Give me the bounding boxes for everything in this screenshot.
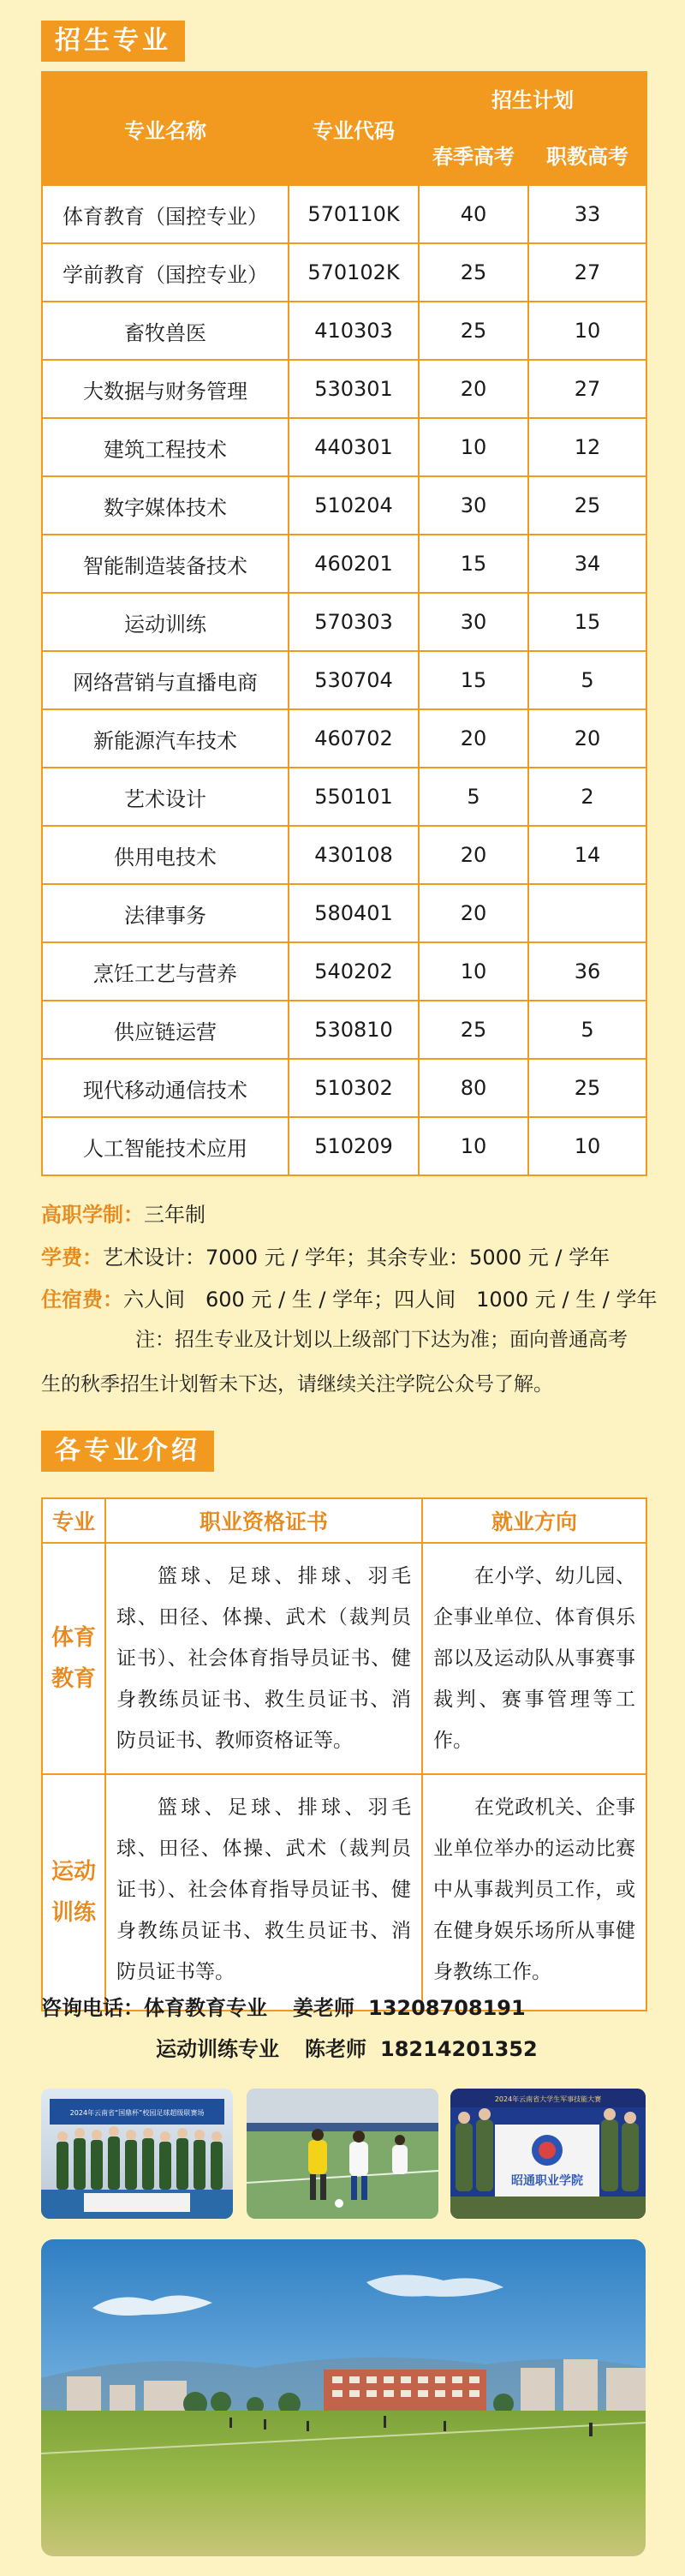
major-name-cell: 学前教育（国控专业） xyxy=(42,243,289,302)
duration-line xyxy=(41,1198,206,1228)
spring-quota-cell: 40 xyxy=(419,185,528,243)
major-name-cell: 数字媒体技术 xyxy=(42,476,289,535)
intro-major: 体育教育 xyxy=(42,1543,105,1774)
major-name-cell: 新能源汽车技术 xyxy=(42,709,289,768)
tuition-label: 学费： xyxy=(41,1246,103,1270)
duration-label: 高职学制： xyxy=(41,1203,144,1227)
plan-row xyxy=(42,942,646,1001)
major-code-cell: 510204 xyxy=(289,476,419,535)
plan-row xyxy=(42,768,646,826)
vocational-quota-cell: 25 xyxy=(528,1059,646,1117)
contact-teacher-2: 陈老师 xyxy=(305,2037,366,2061)
major-code-cell: 530301 xyxy=(289,360,419,418)
intro-certificates: 篮球、足球、排球、羽毛球、田径、体操、武术（裁判员证书）、社会体育指导员证书、健身教练员证书、救生员证书、消防员证书等。 xyxy=(105,1774,422,2011)
photo-banner-text-3: 2024年云南省大学生军事技能大赛 xyxy=(494,2095,602,2103)
major-name-cell: 法律事务 xyxy=(42,884,289,942)
tuition-value: 艺术设计：7000 元 / 学年；其余专业：5000 元 / 学年 xyxy=(103,1246,611,1270)
section-title-major-intro: 各专业介绍 xyxy=(41,1431,214,1472)
spring-quota-cell: 15 xyxy=(419,651,528,709)
team-photo xyxy=(41,2089,233,2219)
plan-row xyxy=(42,302,646,360)
major-name-cell: 运动训练 xyxy=(42,593,289,651)
contact-teacher-1: 姜老师 xyxy=(293,1996,354,2020)
major-code-cell: 410303 xyxy=(289,302,419,360)
spring-quota-cell: 10 xyxy=(419,942,528,1001)
contact-label: 咨询电话： xyxy=(41,1996,144,2020)
vocational-quota-cell: 15 xyxy=(528,593,646,651)
vocational-quota-cell: 10 xyxy=(528,302,646,360)
header-enrollment-plan: 招生计划 xyxy=(419,72,646,123)
major-code-cell: 570303 xyxy=(289,593,419,651)
major-name-cell: 大数据与财务管理 xyxy=(42,360,289,418)
major-name-cell: 供应链运营 xyxy=(42,1001,289,1059)
military-photo xyxy=(450,2089,646,2219)
enrollment-note: 注：招生专业及计划以上级部门下达为准；面向普通高考生的秋季招生计划暂未下达，请继续关注学院公众号了解。 xyxy=(41,1329,628,1396)
spring-quota-cell: 25 xyxy=(419,243,528,302)
section-title-admissions: 招生专业 xyxy=(41,21,185,62)
contact-phone-1[interactable]: 13208708191 xyxy=(368,1996,526,2020)
vocational-quota-cell xyxy=(528,884,646,942)
vocational-quota-cell: 5 xyxy=(528,1001,646,1059)
major-code-cell: 570102K xyxy=(289,243,419,302)
contact-line-2 xyxy=(156,2032,538,2062)
major-intro-table xyxy=(41,1497,647,2011)
major-name-cell: 艺术设计 xyxy=(42,768,289,826)
major-code-cell: 540202 xyxy=(289,942,419,1001)
spring-quota-cell: 20 xyxy=(419,884,528,942)
plan-row xyxy=(42,243,646,302)
plan-row xyxy=(42,1117,646,1175)
plan-row xyxy=(42,651,646,709)
dorm-line xyxy=(41,1282,658,1312)
plan-row xyxy=(42,360,646,418)
major-code-cell: 530704 xyxy=(289,651,419,709)
major-code-cell: 510302 xyxy=(289,1059,419,1117)
tuition-line xyxy=(41,1240,610,1270)
plan-row xyxy=(42,535,646,593)
spring-quota-cell: 5 xyxy=(419,768,528,826)
vocational-quota-cell: 5 xyxy=(528,651,646,709)
spring-quota-cell: 80 xyxy=(419,1059,528,1117)
major-code-cell: 510209 xyxy=(289,1117,419,1175)
duration-value: 三年制 xyxy=(144,1203,206,1227)
vocational-quota-cell: 20 xyxy=(528,709,646,768)
vocational-quota-cell: 27 xyxy=(528,360,646,418)
header-vocational-exam: 职教高考 xyxy=(528,123,646,185)
intro-employment: 在党政机关、企事业单位举办的运动比赛中从事裁判员工作，或在健身娱乐场所从事健身教练工作。 xyxy=(422,1774,646,2011)
dorm-label: 住宿费： xyxy=(41,1288,123,1312)
contact-line-1 xyxy=(41,1991,526,2021)
spring-quota-cell: 10 xyxy=(419,418,528,476)
major-name-cell: 建筑工程技术 xyxy=(42,418,289,476)
plan-row xyxy=(42,185,646,243)
vocational-quota-cell: 2 xyxy=(528,768,646,826)
major-code-cell: 580401 xyxy=(289,884,419,942)
header-major-name: 专业名称 xyxy=(42,72,289,185)
spring-quota-cell: 30 xyxy=(419,476,528,535)
intro-major: 运动训练 xyxy=(42,1774,105,2011)
plan-row xyxy=(42,1001,646,1059)
plan-row xyxy=(42,593,646,651)
header-spring-exam: 春季高考 xyxy=(419,123,528,185)
flag-text: 昭通职业学院 xyxy=(511,2174,583,2188)
spring-quota-cell: 10 xyxy=(419,1117,528,1175)
vocational-quota-cell: 25 xyxy=(528,476,646,535)
header-employment: 就业方向 xyxy=(422,1498,646,1543)
major-code-cell: 460702 xyxy=(289,709,419,768)
plan-row xyxy=(42,418,646,476)
intro-certificates: 篮球、足球、排球、羽毛球、田径、体操、武术（裁判员证书）、社会体育指导员证书、健身教练员证书、救生员证书、消防员证书、教师资格证等。 xyxy=(105,1543,422,1774)
major-code-cell: 440301 xyxy=(289,418,419,476)
plan-row xyxy=(42,476,646,535)
vocational-quota-cell: 36 xyxy=(528,942,646,1001)
spring-quota-cell: 20 xyxy=(419,709,528,768)
spring-quota-cell: 15 xyxy=(419,535,528,593)
vocational-quota-cell: 12 xyxy=(528,418,646,476)
major-name-cell: 体育教育（国控专业） xyxy=(42,185,289,243)
contact-major-2: 运动训练专业 xyxy=(156,2037,279,2061)
header-certificates: 职业资格证书 xyxy=(105,1498,422,1543)
plan-row xyxy=(42,884,646,942)
major-code-cell: 530810 xyxy=(289,1001,419,1059)
soccer-photo xyxy=(247,2089,438,2219)
header-major: 专业 xyxy=(42,1498,105,1543)
major-code-cell: 460201 xyxy=(289,535,419,593)
vocational-quota-cell: 10 xyxy=(528,1117,646,1175)
major-code-cell: 550101 xyxy=(289,768,419,826)
spring-quota-cell: 20 xyxy=(419,826,528,884)
spring-quota-cell: 25 xyxy=(419,1001,528,1059)
header-major-code: 专业代码 xyxy=(289,72,419,185)
spring-quota-cell: 30 xyxy=(419,593,528,651)
vocational-quota-cell: 33 xyxy=(528,185,646,243)
major-name-cell: 人工智能技术应用 xyxy=(42,1117,289,1175)
plan-row xyxy=(42,1059,646,1117)
major-name-cell: 畜牧兽医 xyxy=(42,302,289,360)
intro-employment: 在小学、幼儿园、企事业单位、体育俱乐部以及运动队从事赛事裁判、赛事管理等工作。 xyxy=(422,1543,646,1774)
major-name-cell: 供用电技术 xyxy=(42,826,289,884)
major-name-cell: 网络营销与直播电商 xyxy=(42,651,289,709)
major-name-cell: 智能制造装备技术 xyxy=(42,535,289,593)
spring-quota-cell: 20 xyxy=(419,360,528,418)
plan-row xyxy=(42,826,646,884)
contact-major-1: 体育教育专业 xyxy=(144,1996,267,2020)
intro-row xyxy=(42,1774,646,2011)
spring-quota-cell: 25 xyxy=(419,302,528,360)
admissions-plan-table xyxy=(41,71,647,1176)
major-code-cell: 570110K xyxy=(289,185,419,243)
major-name-cell: 现代移动通信技术 xyxy=(42,1059,289,1117)
campus-photo xyxy=(41,2239,646,2556)
contact-phone-2[interactable]: 18214201352 xyxy=(380,2037,538,2061)
major-name-cell: 烹饪工艺与营养 xyxy=(42,942,289,1001)
intro-row xyxy=(42,1543,646,1774)
major-code-cell: 430108 xyxy=(289,826,419,884)
vocational-quota-cell: 34 xyxy=(528,535,646,593)
plan-row xyxy=(42,709,646,768)
photo-banner-text-1: 2024年云南省“国鼎杯”校园足球超级联赛场 xyxy=(69,2109,205,2117)
vocational-quota-cell: 14 xyxy=(528,826,646,884)
vocational-quota-cell: 27 xyxy=(528,243,646,302)
dorm-value: 六人间 600 元 / 生 / 学年；四人间 1000 元 / 生 / 学年 xyxy=(123,1288,658,1312)
